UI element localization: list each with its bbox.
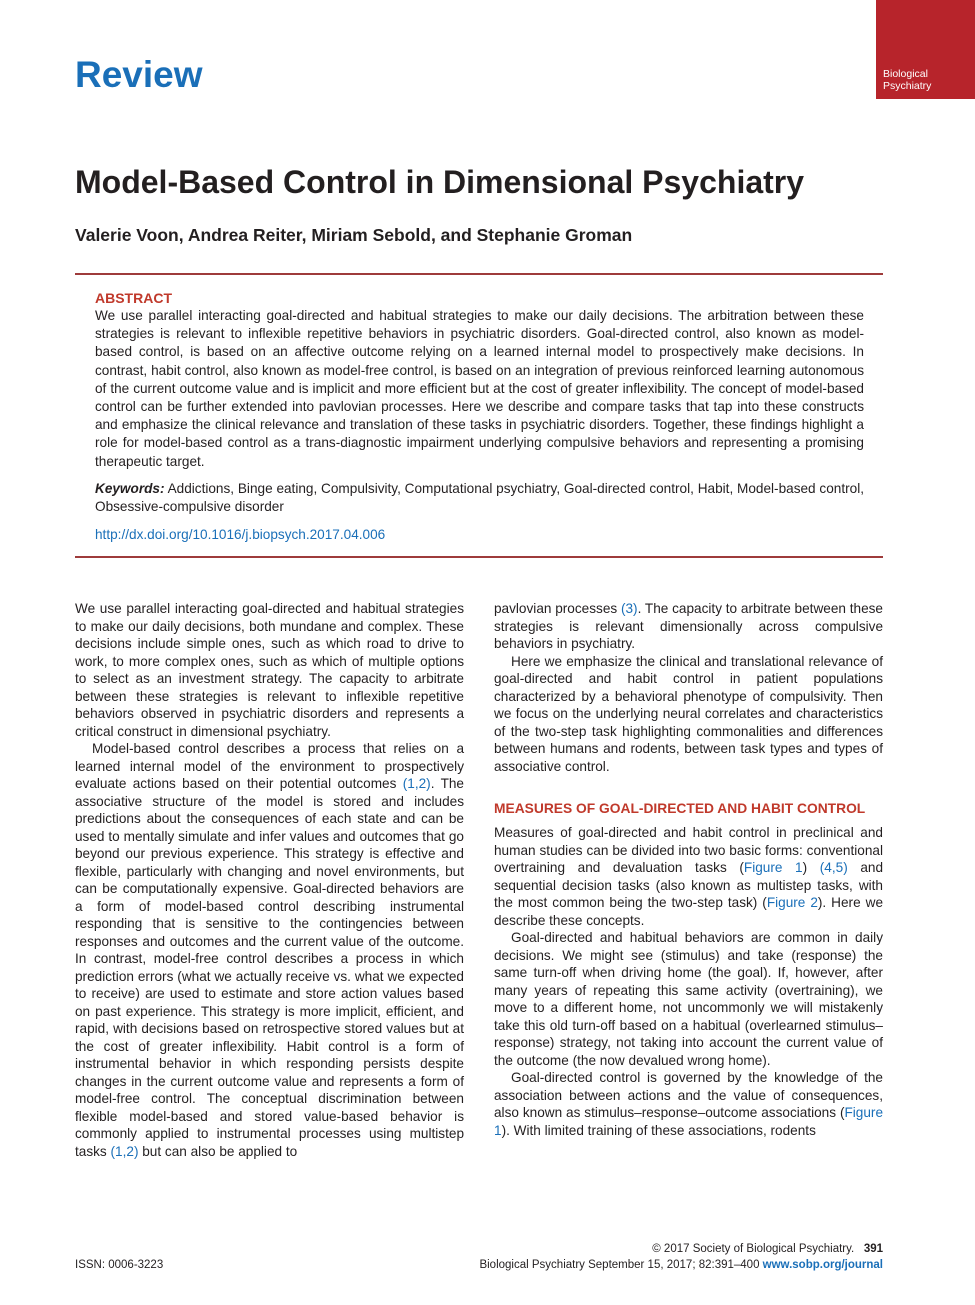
journal-tag-text: Biological Psychiatry (883, 68, 932, 92)
section-label: Review (75, 54, 203, 95)
journal-tag (876, 0, 975, 99)
footer-copyright: © 2017 Society of Biological Psychiatry. 391 (652, 1243, 883, 1255)
reference-link[interactable]: (3) (620, 601, 638, 616)
figure-link[interactable]: Figure 1 (494, 1105, 883, 1138)
reference-link[interactable]: (4,5) (819, 860, 848, 875)
keywords-label: Keywords: (95, 480, 165, 496)
abstract-section (95, 289, 864, 544)
keywords (95, 480, 864, 516)
paragraph: We use parallel interacting goal-directed and habitual strategies to make our daily decisions, both mundane and complex. These decisions include simple ones, such as which road to drive to work, to more complex ones, such as which of multiple options to select as an investment strategy. The capacity to arbitrate between these strategies is relevant to inflexible repetitive behaviors observed in psychiatric disorders and represents a critical construct in dimensional psychiatry. (75, 601, 464, 739)
reference-link[interactable]: (1,2) (110, 1143, 139, 1159)
abstract-bottom-rule (75, 556, 883, 558)
figure-link[interactable]: Figure 2 (766, 895, 818, 910)
footer-issn: ISSN: 0006-3223 (75, 1259, 164, 1271)
body-right-column (494, 600, 883, 1139)
page-number: 391 (863, 1243, 883, 1255)
paragraph: Goal-directed control is governed by the knowledge of the association between actions and the value of consequences, also known as stimulus–response–outcome associations (Figure 1). With limited training of these associations, rodents (494, 1070, 883, 1138)
paragraph: Goal-directed and habitual behaviors are common in daily decisions. We might see (stimulus) and take (response) the same turn-off when driving home (the goal). If, however, after many years of repeating this same activity (overtraining), we move to a different home, not uncommonly we will mistakenly take this old turn-off based on a habitual (overlearned stimulus–response) strategy, not taking into account the current value of the outcome (the now devalued wrong home). (494, 930, 883, 1068)
abstract-text: We use parallel interacting goal-directed and habitual strategies to make our daily decisions. The arbitration between these strategies is relevant to inflexible repetitive behaviors in psychiatric disorders. Goal-directed control, also known as model-based control, is based on an affective outcome relying on a learned internal model to prospectively make decisions. In contrast, habit control, also known as model-free control, is based on an integration of previous reinforced learning autonomous of the current outcome value and is implicit and more efficient but at the cost of greater inflexibility. The concept of model-based control can be further extended into pavlovian processes. Here we describe and compare tasks that tap into these constructs and emphasize the clinical relevance and translation of these tasks in psychiatric disorders. Together, these findings highlight a role for model-based control as a trans-diagnostic impairment underlying compulsive behaviors and representing a promising therapeutic target. (95, 308, 864, 469)
body-left-column (75, 600, 464, 1160)
reference-link[interactable]: (1,2) (402, 776, 431, 791)
doi-link[interactable]: http://dx.doi.org/10.1016/j.biopsych.2017.04.006 (95, 527, 386, 543)
paragraph: Model-based control describes a process that relies on a learned internal model of the environment to prospectively evaluate actions based on their potential outcomes (1,2). The associative structure of the model is stored and includes predictions about the consequences of each state and can be used to mentally simulate and infer values and outcomes that go beyond our previous experience. This strategy is effective and flexible, particularly with changing and novel environments, but can be computationally expensive. Goal-directed behaviors are a form of model-based control describing instrumental responding that is sensitive to the contingencies between responses and outcomes and the current value of the outcome. In contrast, model-free control describes a process in which prediction errors (what we actually receive vs. what we expected to receive) are used to estimate and store action values based on past experience. This strategy is more implicit, efficient, and rapid, with decisions based on retrospective stored values but at the cost of greater inflexibility. Habit control is a form of instrumental behavior in which responding persists despite changes in the current outcome value and represents a form of model-free control. The conceptual discrimination between flexible model-based and stored value-based behavior is commonly applied to instrumental processes using multistep tasks (1,2) but can also be applied to (75, 741, 464, 1159)
figure-link[interactable]: Figure 1 (743, 860, 803, 875)
footer-citation: Biological Psychiatry September 15, 2017; 82:391–400 www.sobp.org/journal (479, 1259, 883, 1271)
abstract-heading: ABSTRACT (95, 290, 172, 306)
section-heading: MEASURES OF GOAL-DIRECTED AND HABIT CONTROL (494, 801, 866, 816)
journal-url-link[interactable]: www.sobp.org/journal (762, 1259, 883, 1271)
keywords-list: Addictions, Binge eating, Compulsivity, Computational psychiatry, Goal-directed control, Habit, Model-based control, Obsessive-compulsive disorder (95, 480, 864, 515)
paragraph: pavlovian processes (3). The capacity to arbitrate between these strategies is relevant dimensionally across compulsive behaviors in psychiatry. (494, 601, 883, 651)
article-title: Model-Based Control in Dimensional Psychiatry (75, 164, 805, 200)
abstract-top-rule (75, 273, 883, 275)
author-list: Valerie Voon, Andrea Reiter, Miriam Sebold, and Stephanie Groman (75, 225, 633, 245)
paragraph: Here we emphasize the clinical and translational relevance of goal-directed and habit control in patient populations characterized by a behavioral phenotype of compulsivity. Then we focus on the underlying neural correlates and characteristics of the two-step task highlighting commonalities and differences between humans and rodents, between task types and types of associative control. (494, 653, 883, 774)
paragraph: Measures of goal-directed and habit control in preclinical and human studies can be divided into two basic forms: conventional overtraining and devaluation tasks (Figure 1) (4,5) and sequential decision tasks (also known as multistep tasks, with the most common being the two-step task) (Figure 2). Here we describe these concepts. (494, 825, 884, 928)
